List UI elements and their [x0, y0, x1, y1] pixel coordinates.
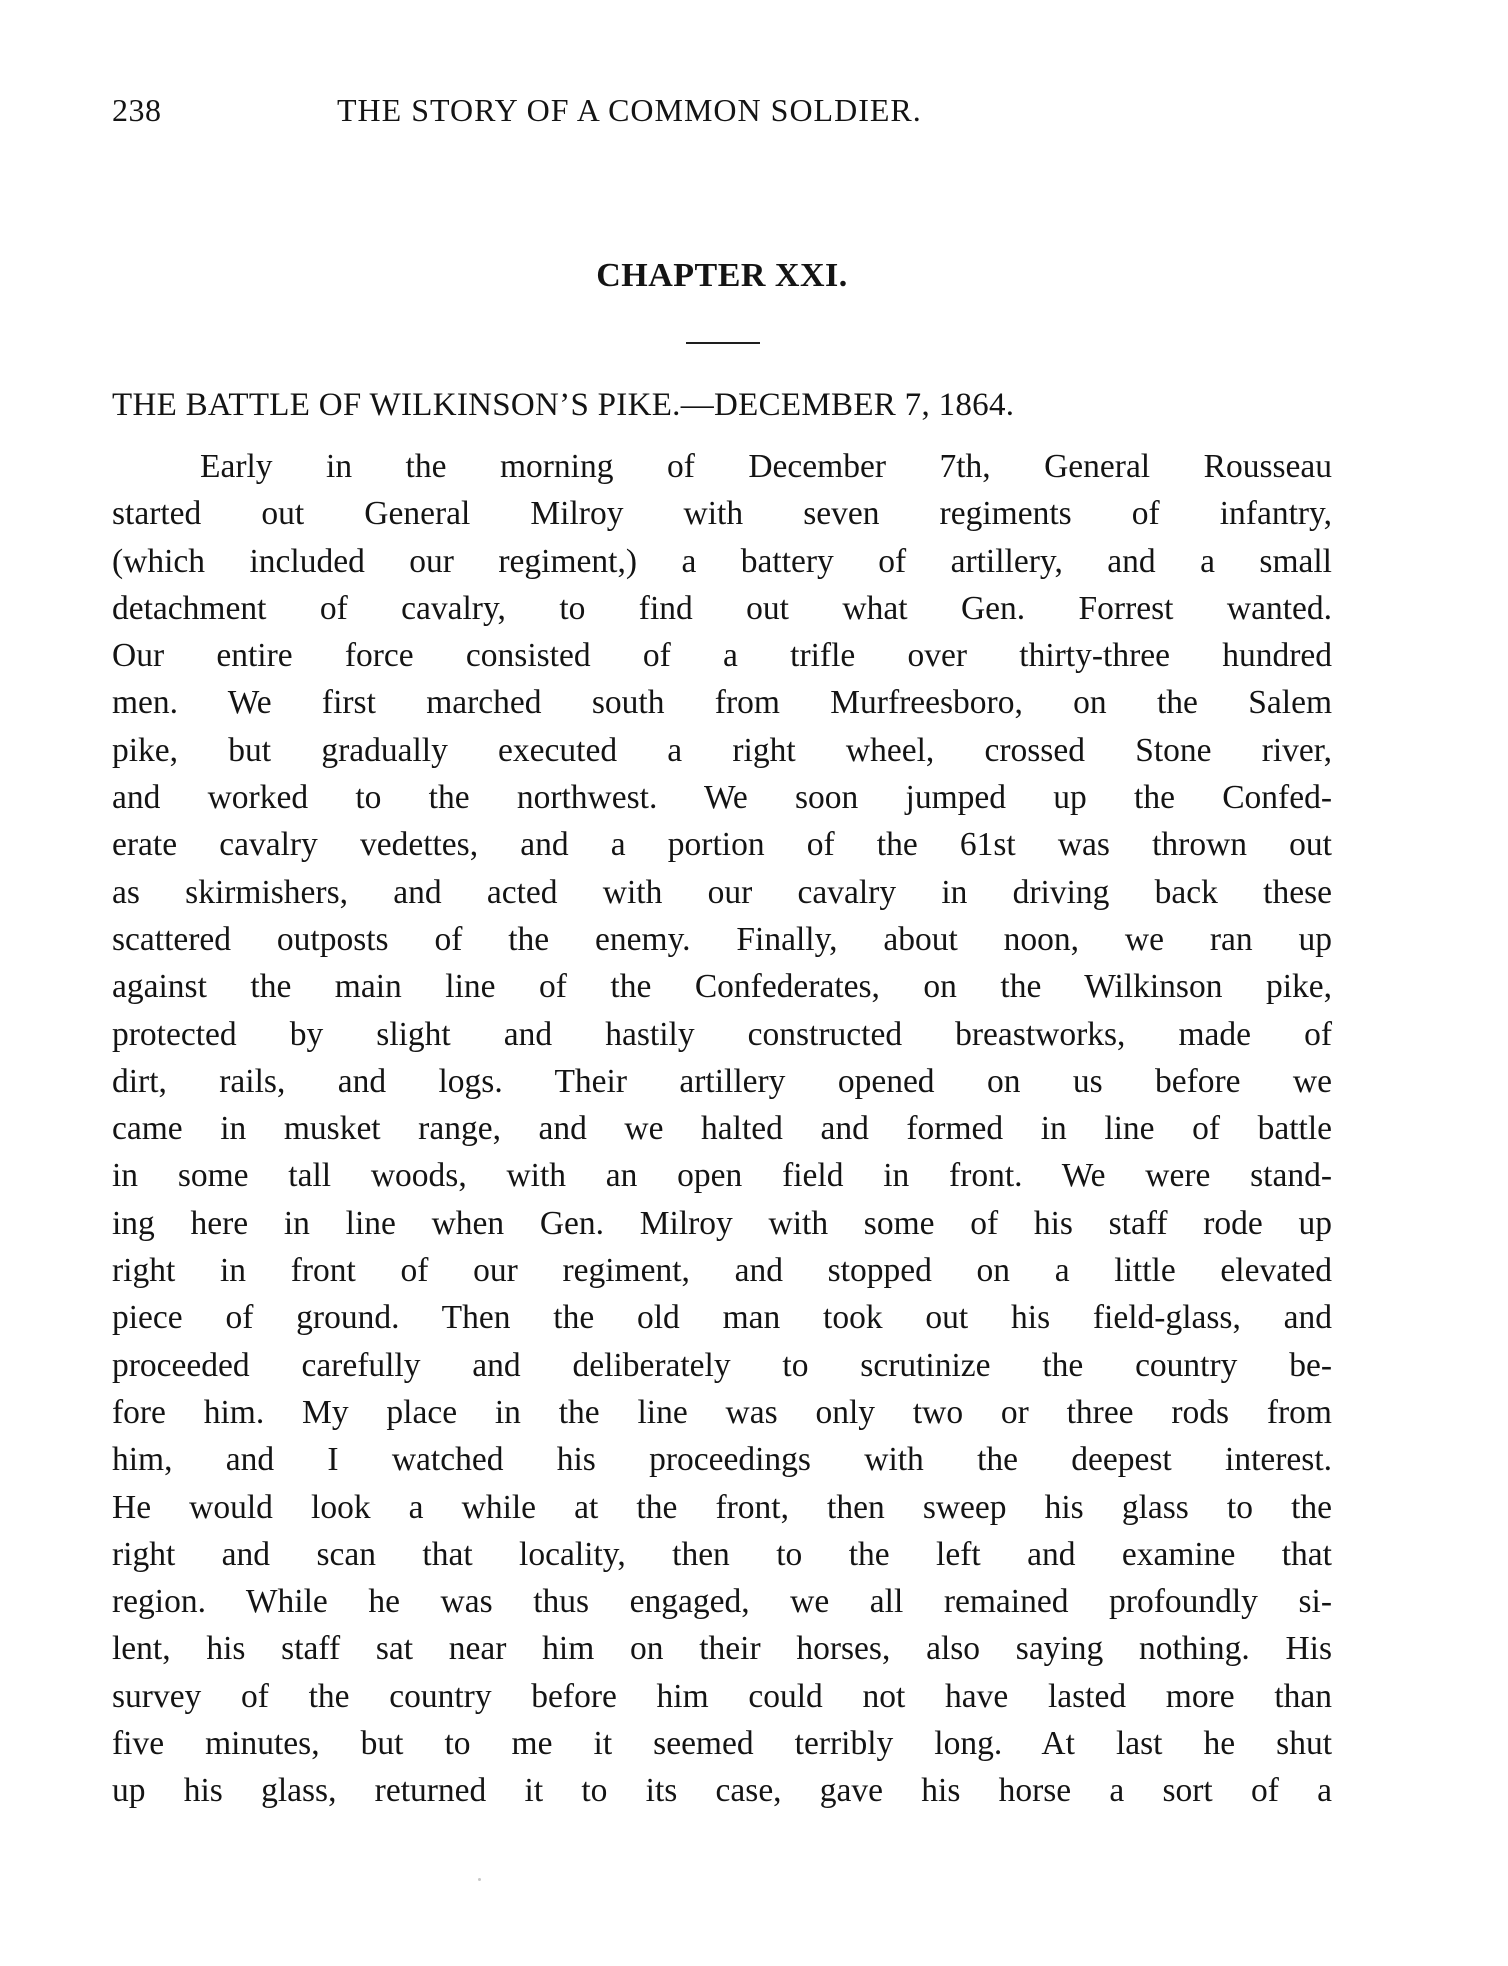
text-line: proceeded carefully and deliberately to scrutinize the country be- — [112, 1346, 1332, 1384]
section-heading: THE BATTLE OF WILKINSON’S PIKE.—DECEMBER 7, 1864. — [112, 387, 1015, 423]
text-line: lent, his staff sat near him on their horses, also saying nothing. His — [112, 1630, 1332, 1668]
text-line: right in front of our regiment, and stopped on a little elevated — [112, 1252, 1332, 1290]
text-line: fore him. My place in the line was only two or three rods from — [112, 1393, 1332, 1431]
text-line: men. We first marched south from Murfreesboro, on the Salem — [112, 684, 1332, 722]
text-line: up his glass, returned it to its case, gave his horse a sort of a — [112, 1772, 1332, 1810]
text-line: Early in the morning of December 7th, General Rousseau — [200, 448, 1332, 485]
text-line: dirt, rails, and logs. Their artillery opened on us before we — [112, 1062, 1332, 1100]
text-line: Our entire force consisted of a trifle over thirty-three hundred — [112, 637, 1332, 675]
text-line: He would look a while at the front, then sweep his glass to the — [112, 1488, 1332, 1526]
text-line: survey of the country before him could not have lasted more than — [112, 1677, 1332, 1715]
text-line: against the main line of the Confederates, on the Wilkinson pike, — [112, 968, 1332, 1006]
text-line: right and scan that locality, then to the left and examine that — [112, 1535, 1332, 1573]
text-line: detachment of cavalry, to find out what Gen. Forrest wanted. — [112, 589, 1332, 627]
text-line: and worked to the northwest. We soon jumped up the Confed- — [112, 779, 1332, 817]
text-line: five minutes, but to me it seemed terribly long. At last he shut — [112, 1725, 1332, 1763]
body-paragraph — [112, 443, 1332, 1815]
running-title: THE STORY OF A COMMON SOLDIER. — [337, 92, 922, 128]
text-line: pike, but gradually executed a right wheel, crossed Stone river, — [112, 731, 1332, 769]
text-line: erate cavalry vedettes, and a portion of the 61st was thrown out — [112, 826, 1332, 864]
text-line: in some tall woods, with an open field in front. We were stand- — [112, 1157, 1332, 1195]
text-line: came in musket range, and we halted and formed in line of battle — [112, 1110, 1332, 1148]
chapter-title: CHAPTER XXI. — [596, 257, 848, 294]
running-head — [112, 88, 1332, 132]
page-number: 238 — [112, 92, 162, 128]
text-line: ing here in line when Gen. Milroy with some of his staff rode up — [112, 1204, 1332, 1242]
text-line: piece of ground. Then the old man took out his field-glass, and — [112, 1299, 1332, 1337]
text-line: (which included our regiment,) a battery of artillery, and a small — [112, 542, 1332, 580]
text-line: region. While he was thus engaged, we all remained profoundly si- — [112, 1583, 1332, 1621]
text-line: protected by slight and hastily constructed breastworks, made of — [112, 1015, 1332, 1053]
text-line: him, and I watched his proceedings with the deepest interest. — [112, 1441, 1332, 1479]
chapter-rule — [686, 342, 760, 344]
text-line: scattered outposts of the enemy. Finally, about noon, we ran up — [112, 920, 1332, 958]
text-line: as skirmishers, and acted with our cavalry in driving back these — [112, 873, 1332, 911]
text-line: started out General Milroy with seven regiments of infantry, — [112, 495, 1332, 533]
paper-speck — [478, 1878, 481, 1881]
